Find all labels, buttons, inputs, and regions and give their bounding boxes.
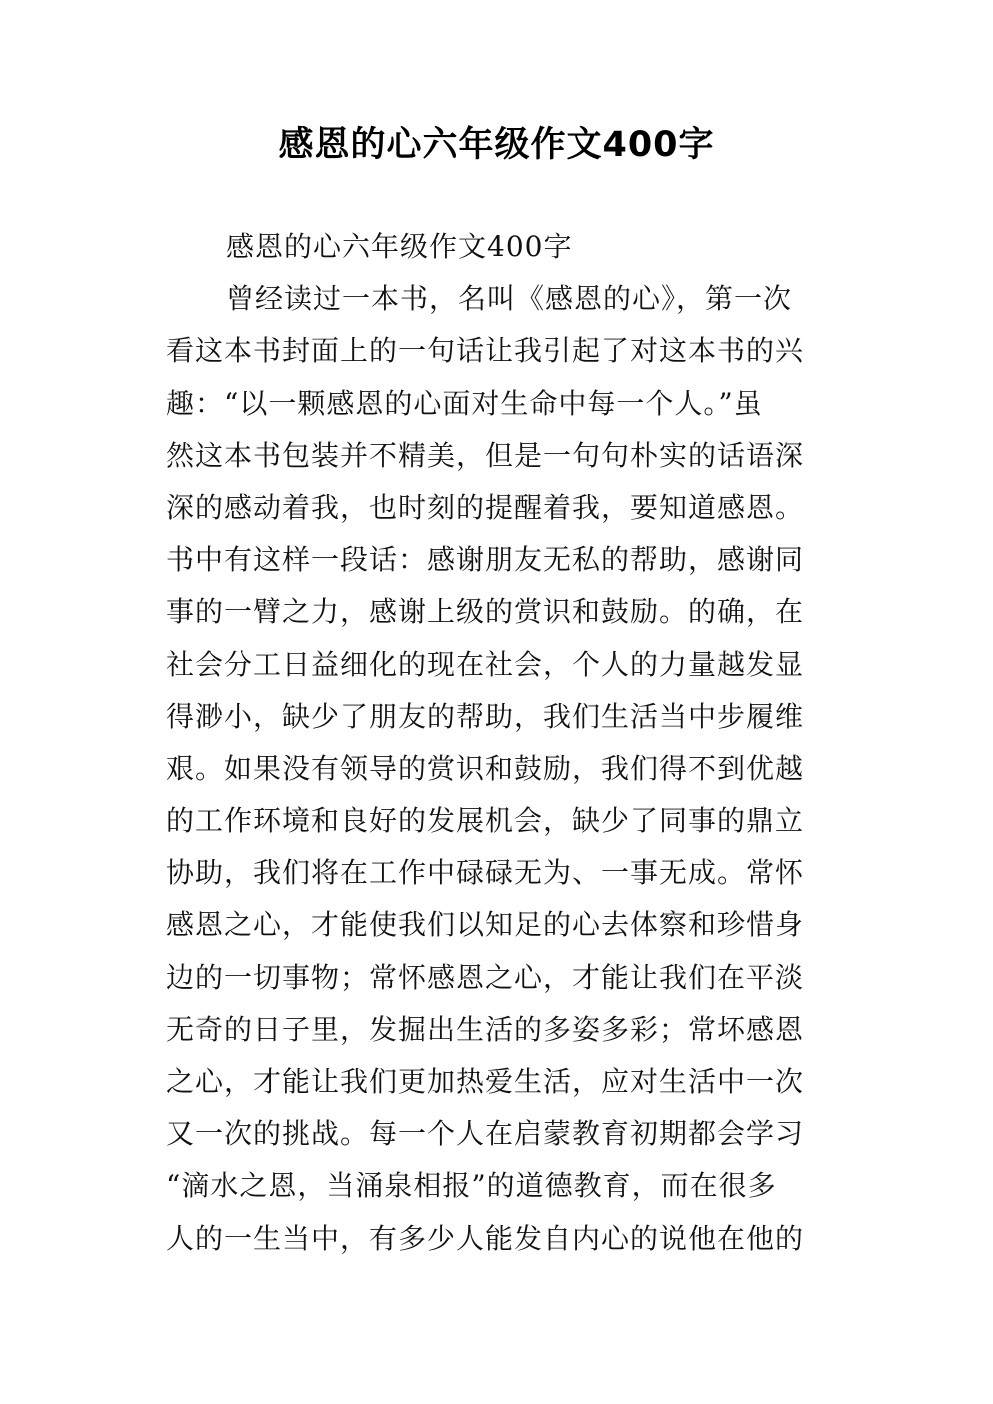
body-line: 社会分工日益细化的现在社会，个人的力量越发显	[166, 647, 805, 681]
document-body	[166, 221, 830, 1265]
body-line: 之心，才能让我们更加热爱生活，应对生活中一次	[166, 1065, 805, 1098]
body-subtitle: 感恩的心六年级作文400字	[226, 230, 573, 263]
body-line: 边的一切事物；常怀感恩之心，才能让我们在平淡	[166, 960, 805, 994]
body-line: 看这本书封面上的一句话让我引起了对这本书的兴	[166, 334, 805, 368]
body-line: 协助，我们将在工作中碌碌无为、一事无成。常怀	[166, 856, 805, 890]
body-line: 感恩之心，才能使我们以知足的心去体察和珍惜身	[166, 908, 805, 942]
body-line: 又一次的挑战。每一个人在启蒙教育初期都会学习	[166, 1117, 805, 1151]
body-line: 书中有这样一段话：感谢朋友无私的帮助，感谢同	[166, 543, 805, 577]
body-line: 然这本书包装并不精美，但是一句句朴实的话语深	[166, 438, 805, 472]
body-line: 深的感动着我，也时刻的提醒着我，要知道感恩。	[166, 490, 805, 524]
body-line: 无奇的日子里，发掘出生活的多姿多彩；常坏感恩	[166, 1012, 805, 1046]
body-line: 的工作环境和良好的发展机会，缺少了同事的鼎立	[166, 804, 805, 838]
body-line: 趣：“以一颗感恩的心面对生命中每一个人。”虽	[166, 386, 763, 420]
body-line: “滴水之恩，当涌泉相报”的道德教育，而在很多	[166, 1169, 777, 1203]
body-line: 得渺小，缺少了朋友的帮助，我们生活当中步履维	[166, 699, 805, 733]
body-line: 曾经读过一本书，名叫《感恩的心》，第一次	[226, 282, 793, 316]
document-title: 感恩的心六年级作文400字	[278, 125, 715, 165]
body-line: 人的一生当中，有多少人能发自内心的说他在他的	[166, 1221, 805, 1255]
body-line: 艰。如果没有领导的赏识和鼓励，我们得不到优越	[166, 751, 805, 785]
body-line: 事的一臂之力，感谢上级的赏识和鼓励。的确，在	[166, 595, 805, 629]
